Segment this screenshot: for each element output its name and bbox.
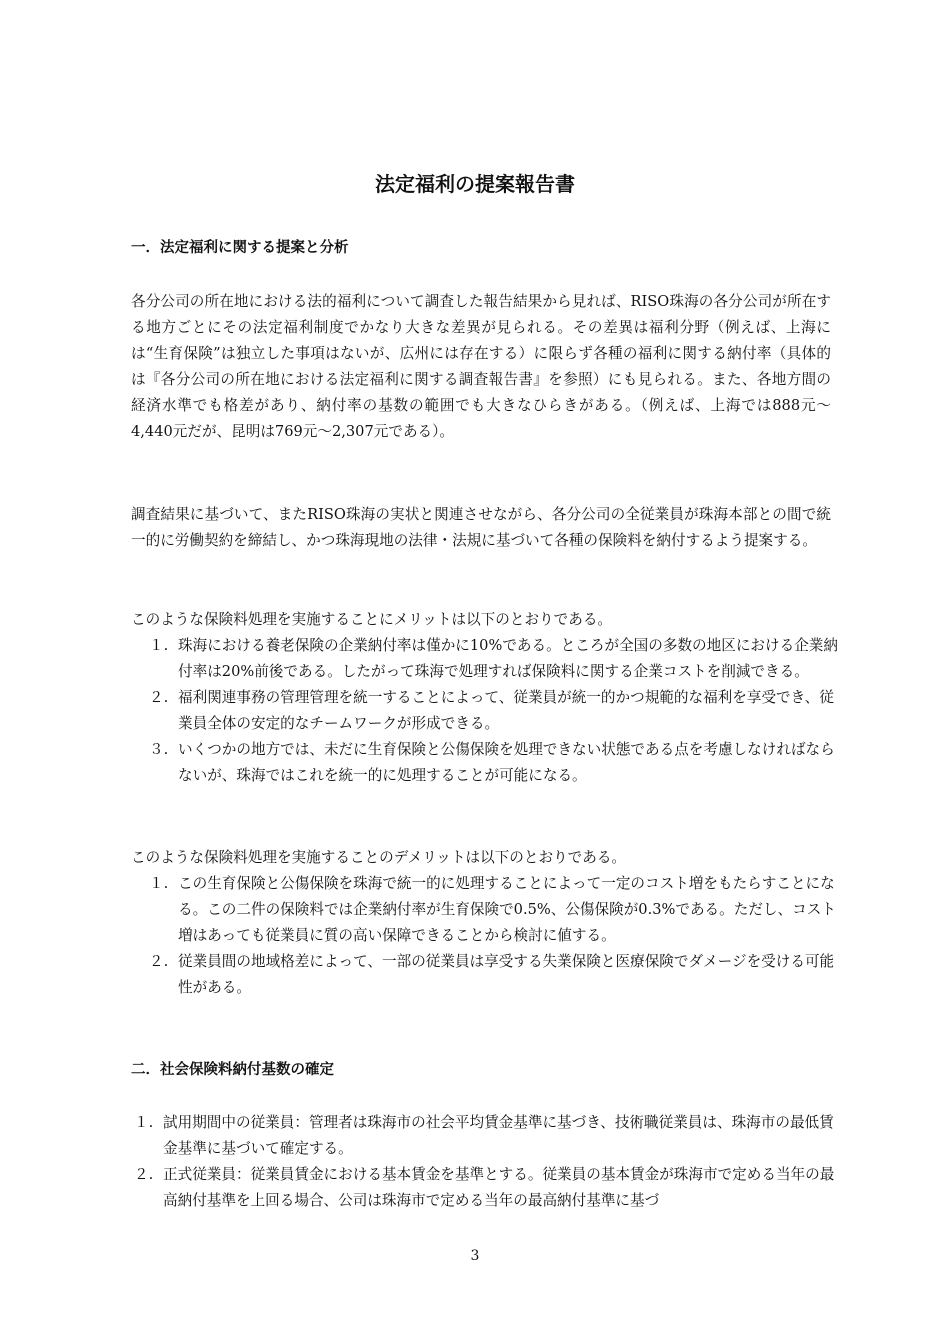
list-text: 正式従業員：従業員賃金における基本賃金を基準とする。従業員の基本賃金が珠海市で定める当年の最高納付基準を上回る場合、公司は珠海市で定める当年の最高納付基準に基づ <box>163 1166 835 1209</box>
page-title: 法定福利の提案報告書 <box>375 172 575 196</box>
list-item <box>131 949 841 1001</box>
list-item <box>131 871 841 949</box>
list-item <box>131 1162 841 1214</box>
list-number: １. <box>134 1114 154 1131</box>
list-number: １. <box>149 875 169 892</box>
merits-intro: このような保険料処理を実施することにメリットは以下のとおりである。 <box>131 611 613 628</box>
list-text: いくつかの地方では、未だに生育保険と公傷保険を処理できない状態である点を考慮しなければならないが、珠海ではこれを統一的に処理することが可能になる。 <box>178 741 835 784</box>
list-item <box>131 633 841 685</box>
list-item <box>131 1110 841 1162</box>
proposal-paragraph: 調査結果に基づいて、またRISO珠海の実状と関連させながら、各分公司の全従業員が珠海本部との間で統一的に労働契約を締結し、かつ珠海現地の法律・法規に基づいて各種の保険料を納付するよう提案する。 <box>131 506 831 549</box>
list-text: 試用期間中の従業員：管理者は珠海市の社会平均賃金基準に基づき、技術職従業員は、珠海市の最低賃金基準に基づいて確定する。 <box>163 1114 834 1157</box>
demerits-intro: このような保険料処理を実施することのデメリットは以下のとおりである。 <box>131 849 627 866</box>
list-number: ２. <box>149 953 169 970</box>
list-number: ２. <box>134 1166 154 1183</box>
base-items-list <box>131 1110 841 1214</box>
list-text: 従業員間の地域格差によって、一部の従業員は享受する失業保険と医療保険でダメージを受ける可能性がある。 <box>178 953 835 996</box>
page-number: 3 <box>470 1248 480 1264</box>
list-item <box>131 737 841 789</box>
demerits-list <box>131 871 841 1001</box>
section-heading-1: 一．法定福利に関する提案と分析 <box>131 240 349 256</box>
merits-list <box>131 633 841 789</box>
list-text: 珠海における養老保険の企業納付率は僅かに10%である。ところが全国の多数の地区における企業納付率は20%前後である。したがって珠海で処理すれば保険料に関する企業コストを削減できる。 <box>178 637 838 680</box>
list-item <box>131 685 841 737</box>
list-number: ２. <box>149 689 169 706</box>
section-heading-2: 二．社会保険料納付基数の確定 <box>131 1062 334 1078</box>
intro-paragraph: 各分公司の所在地における法的福利について調査した報告結果から見れば、RISO珠海の各分公司が所在する地方ごとにその法定福利制度でかなり大きな差異が見られる。その差異は福利分野（例えば、上海には“生育保険”は独立した事項はないが、広州には存在する）に限らず各種の福利に関する納付率（具体的は『各分公司の所在地における法定福利に関する調査報告書』を参照）にも見られる。また、各地方間の経済水準でも格差があり、納付率の基数の範囲でも大きなひらきがある。（例えば、上海では888元～4,440元だが、昆明は769元～2,307元である）。 <box>131 293 831 440</box>
list-number: １. <box>149 637 169 654</box>
list-number: ３. <box>149 741 169 758</box>
list-text: この生育保険と公傷保険を珠海で統一的に処理することによって一定のコスト増をもたらすことになる。この二件の保険料では企業納付率が生育保険で0.5%、公傷保険が0.3%である。ただし、コスト増はあっても従業員に質の高い保障できることから検討に値する。 <box>178 875 836 944</box>
list-text: 福利関連事務の管理管理を統一することによって、従業員が統一的かつ規範的な福利を享受でき、従業員全体の安定的なチームワークが形成できる。 <box>178 689 834 732</box>
